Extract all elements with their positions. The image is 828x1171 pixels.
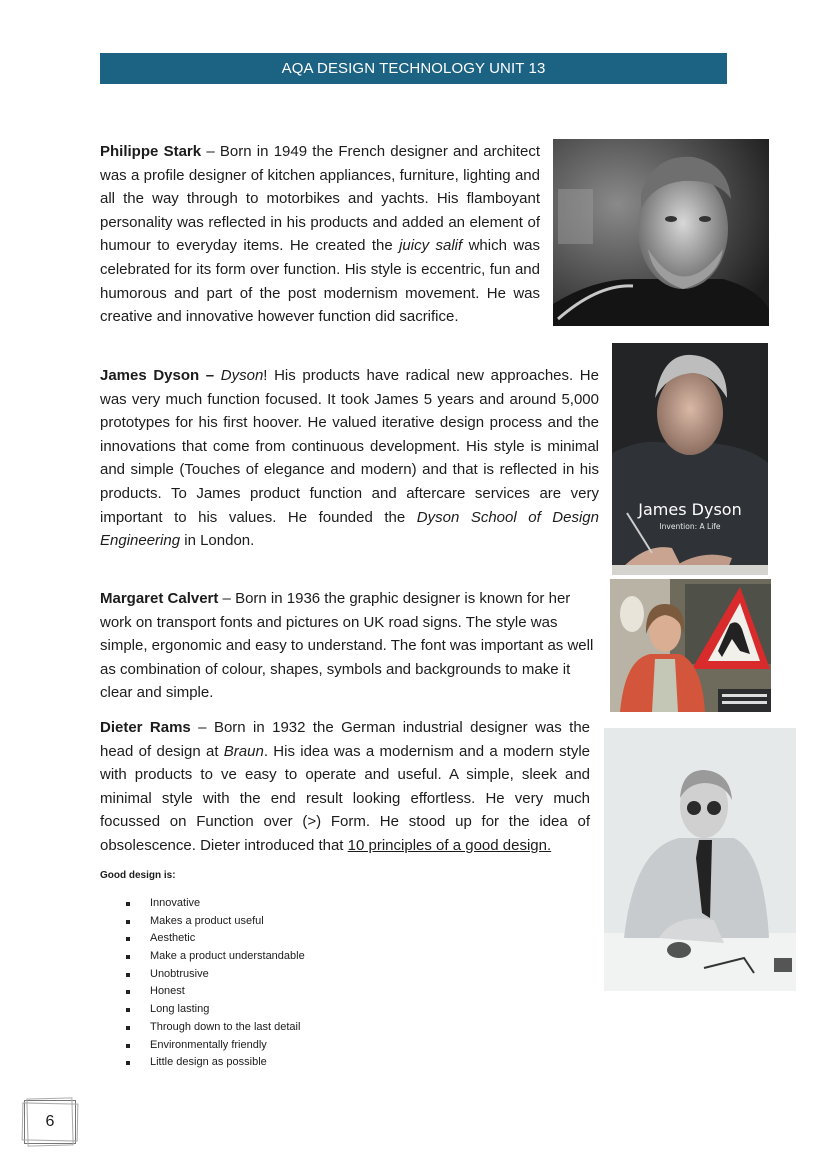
separator: – — [201, 143, 220, 160]
body-text: . His idea was a modernism and a modern style with products to ve easy to operate and useful. A simple, sleek and minimal style with the end result looking effortless. He very much focussed on Function over (>) Form. He stood up for the idea of obsolescence. Dieter introduced that — [100, 742, 590, 854]
photo-james-dyson-book-cover — [612, 343, 768, 575]
photo-dieter-rams — [604, 728, 796, 991]
photo-margaret-calvert — [610, 579, 771, 712]
page-number-box — [24, 1100, 76, 1144]
square-bullet-icon — [126, 973, 130, 977]
list-item-label: Through down to the last detail — [150, 1020, 301, 1033]
list-item — [100, 913, 305, 931]
list-item-label: Makes a product useful — [150, 914, 264, 927]
product-name: juicy salif — [399, 237, 463, 255]
list-item — [100, 983, 305, 1001]
square-bullet-icon — [126, 1044, 130, 1048]
list-item — [100, 895, 305, 913]
list-item-label: Aesthetic — [150, 932, 196, 945]
school-name: Dyson School of Design Engineering — [100, 508, 599, 550]
good-design-list — [100, 895, 305, 1072]
separator: – — [190, 719, 214, 736]
square-bullet-icon — [126, 1026, 130, 1030]
square-bullet-icon — [126, 955, 130, 959]
list-item — [100, 948, 305, 966]
designer-name: Dieter Rams — [100, 719, 191, 736]
separator: – — [199, 367, 221, 384]
list-item — [100, 966, 305, 984]
square-bullet-icon — [126, 902, 130, 906]
body-text: Born in 1936 the graphic designer is known for her work on transport fonts and pictures on UK road signs. The style was simple, ergonomic and easy to understand. The font was important as well as combination of colour, shapes, symbols and backgrounds to make it clear and simple. — [100, 590, 594, 702]
list-item-label: Make a product understandable — [150, 950, 305, 963]
list-item-label: Long lasting — [150, 1003, 210, 1016]
page-header-banner — [100, 53, 727, 84]
square-bullet-icon — [126, 937, 130, 941]
body-text: ! His products have radical new approaches. He was very much function focused. It took James 5 years and around 5,000 prototypes for his first hoover. He valued iterative design process and the innovations that come from continuous development. His style is minimal and simple (Touches of elegance and modern) and that is reflected in his products. To James product function and aftercare services are very important to his values. He founded the — [100, 367, 599, 526]
list-item-label: Unobtrusive — [150, 967, 209, 980]
designer-name: Margaret Calvert — [100, 590, 219, 607]
square-bullet-icon — [126, 1008, 130, 1012]
photo-philippe-stark — [553, 139, 769, 326]
list-item-label: Honest — [150, 985, 185, 998]
designer-name: James Dyson — [100, 367, 200, 384]
principles-link-text: 10 principles of a good design. — [347, 836, 552, 854]
list-item — [100, 1019, 305, 1037]
book-subtitle: Invention: A Life — [659, 522, 721, 531]
list-item-label: Little design as possible — [150, 1056, 267, 1069]
list-item-label: Environmentally friendly — [150, 1038, 267, 1051]
body-text: in London. — [180, 532, 255, 550]
company-name: Braun — [223, 742, 264, 760]
square-bullet-icon — [126, 1061, 130, 1065]
paragraph-dieter-rams — [100, 716, 590, 858]
square-bullet-icon — [126, 920, 130, 924]
body-text: Born in 1949 the French designer and architect was a profile designer of kitchen appliances, furniture, lighting and all the way through to motorbikes and yachts. His flamboyant personality was reflected in his products and added an element of humour to everyday items. He created the — [100, 143, 540, 255]
paragraph-margaret-calvert — [100, 587, 599, 705]
designer-name: Philippe Stark — [100, 143, 202, 160]
header-title: AQA DESIGN TECHNOLOGY UNIT 13 — [281, 60, 546, 77]
body-text: Born in 1932 the German industrial designer was the head of design at — [100, 719, 591, 760]
body-text: which was celebrated for its form over function. His style is eccentric, fun and humorous and part of the post modernism movement. He was creative and innovative however function did sacrifice. — [100, 237, 540, 326]
page-number: 6 — [45, 1113, 55, 1130]
separator: – — [218, 590, 236, 607]
list-item — [100, 1054, 305, 1072]
company-name: Dyson — [220, 367, 264, 384]
list-item-label: Innovative — [150, 897, 201, 909]
list-item — [100, 1037, 305, 1055]
list-item — [100, 1001, 305, 1019]
book-title: James Dyson — [638, 500, 742, 519]
list-item — [100, 930, 305, 948]
square-bullet-icon — [126, 990, 130, 994]
paragraph-philippe-stark — [100, 140, 540, 329]
good-design-heading: Good design is: — [100, 870, 176, 881]
paragraph-james-dyson — [100, 364, 599, 553]
